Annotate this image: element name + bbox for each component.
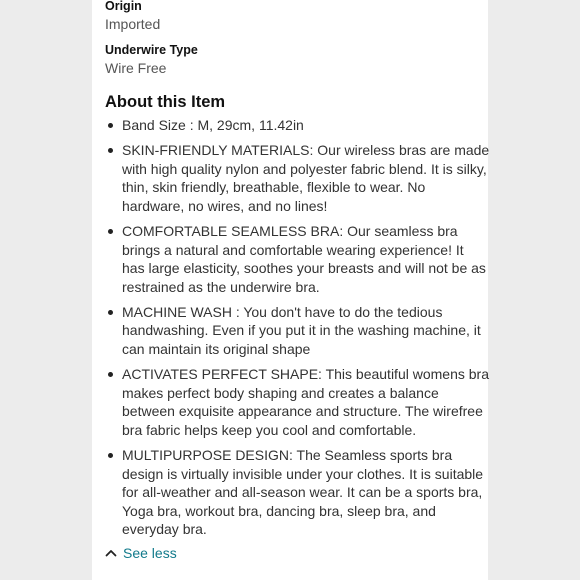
bullet-text: MULTIPURPOSE DESIGN: The Seamless sports bra design is virtually invisible under your clothes. It is suitable for all-weather and all-season wear. It can be a sports bra, Yoga bra, workout bra, dancing bra, sleep bra, and everyday bra. <box>122 447 484 538</box>
underwire-type-label: Underwire Type <box>105 43 198 57</box>
bullet-icon <box>108 148 113 153</box>
origin-label: Origin <box>105 0 142 13</box>
bullet-icon <box>108 453 113 458</box>
bullet-text: SKIN-FRIENDLY MATERIALS: Our wireless bras are made with high quality nylon and polyester fabric blend. It is silky, thin, skin friendly, breathable, flexible to wear. No hardware, no wires, and no lines! <box>122 142 490 214</box>
list-item <box>105 116 490 135</box>
bullet-text: MACHINE WASH : You don't have to do the tedious handwashing. Even if you put it in the washing machine, it can maintain its original shape <box>122 303 481 358</box>
bullet-text: Band Size : M, 29cm, 11.42in <box>122 117 304 133</box>
list-item <box>105 365 490 439</box>
bullet-text: COMFORTABLE SEAMLESS BRA: Our seamless bra brings a natural and comfortable wearing experience! It has large elasticity, soothes your breasts and will not be as restrained as the underwire bra. <box>122 222 486 295</box>
list-item <box>105 222 490 296</box>
origin-value: Imported <box>105 16 161 32</box>
see-less-button[interactable] <box>105 545 177 561</box>
bullet-icon <box>108 123 113 128</box>
underwire-type-value: Wire Free <box>105 60 167 76</box>
bullet-icon <box>108 229 113 234</box>
bullet-text: ACTIVATES PERFECT SHAPE: This beautiful womens bra makes perfect body shaping and creates a balance between exquisite appearance and structure. The wirefree bra fabric helps keep you cool and comfortable. <box>122 366 489 438</box>
about-bullet-list <box>105 116 490 545</box>
chevron-up-icon <box>105 549 117 557</box>
list-item <box>105 303 490 359</box>
bullet-icon <box>108 310 113 315</box>
bullet-icon <box>108 372 113 377</box>
list-item <box>105 446 490 539</box>
about-heading: About this Item <box>105 93 226 111</box>
list-item <box>105 141 490 215</box>
see-less-label: See less <box>123 545 177 561</box>
